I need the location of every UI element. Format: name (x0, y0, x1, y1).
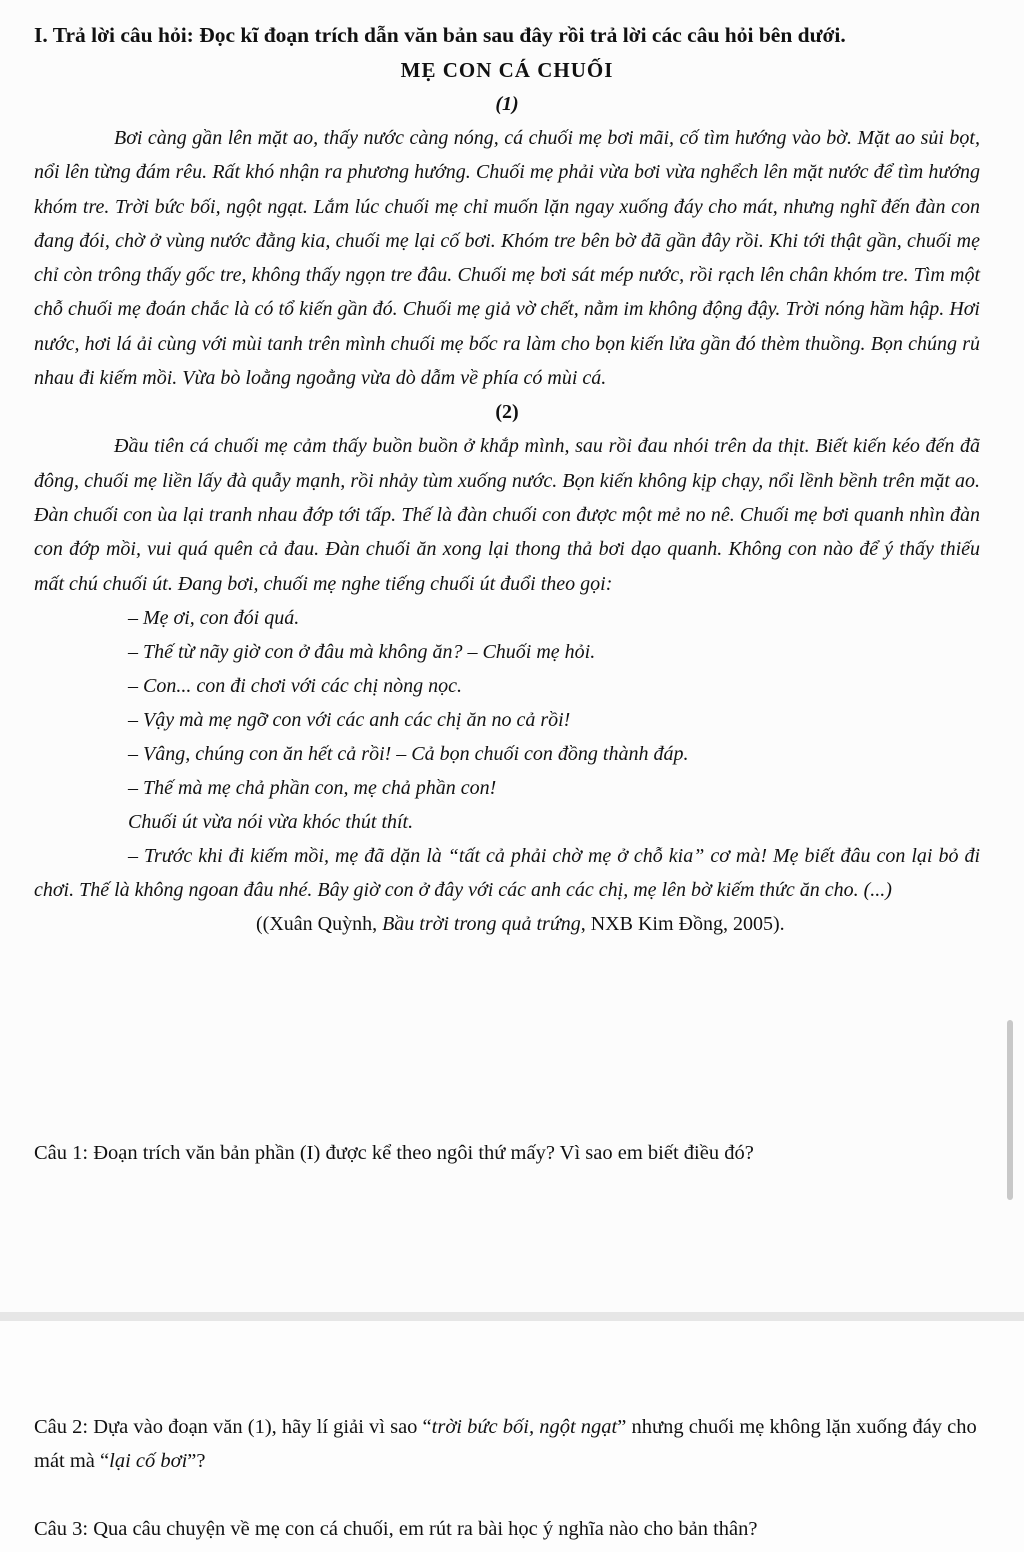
part-1-label: (1) (495, 93, 519, 115)
dialogue-line: – Con... con đi chơi với các chị nòng nọc. (128, 674, 463, 697)
question-2-part: ” nhưng chuối mẹ không lặn xuống đáy cho mát mà “ (34, 1416, 977, 1472)
question-2 (34, 1410, 980, 1478)
question-2-quote: lại cố bơi (109, 1450, 188, 1472)
dialogue-line: – Vâng, chúng con ăn hết cả rồi! – Cả bọn chuối con đồng thành đáp. (128, 742, 689, 765)
section-heading: I. Trả lời câu hỏi: Đọc kĩ đoạn trích dẫn văn bản sau đây rồi trả lời các câu hỏi bên dưới. (34, 23, 846, 47)
dialogue-line: – Vậy mà mẹ ngỡ con với các anh các chị ăn no cả rồi! (128, 708, 571, 731)
dialogue-closing-paragraph: – Trước khi đi kiếm mồi, mẹ đã dặn là “tất cả phải chờ mẹ ở chỗ kia” cơ mà! Mẹ biết đâu con lại bỏ đi chơi. Thế là không ngoan đâu nhé. Bây giờ con ở đây với các anh các chị, mẹ lên bờ kiếm thức ăn cho. (...) (34, 844, 980, 902)
question-2-part: Câu 2: Dựa vào đoạn văn (1), hãy lí giải vì sao “ (34, 1416, 432, 1438)
question-1: Câu 1: Đoạn trích văn bản phần (I) được kể theo ngôi thứ mấy? Vì sao em biết điều đó? (34, 1142, 754, 1164)
story-title: MẸ CON CÁ CHUỐI (400, 58, 614, 82)
source-author: ((Xuân Quỳnh, (256, 913, 383, 936)
source-citation (34, 907, 980, 941)
scrollbar-thumb[interactable] (1007, 1020, 1013, 1200)
part-2-paragraph: Đầu tiên cá chuối mẹ cảm thấy buồn buồn ở khắp mình, sau rồi đau nhói trên da thịt. Biết kiến kéo đến đã đông, chuối mẹ liền lấy đà quẫy mạnh, rồi nhảy tùm xuống nước. Bọn kiến không kịp chạy, nổi lềnh bềnh trên mặt ao. Đàn chuối con ùa lại tranh nhau đớp tới tấp. Thế là đàn chuối con được một mẻ no nê. Chuối mẹ bơi quanh nhìn đàn con đớp mồi, vui quá quên cả đau. Đàn chuối ăn xong lại thong thả bơi dạo quanh. Không con nào để ý thấy thiếu mất chú chuối út. Đang bơi, chuối mẹ nghe tiếng chuối út đuổi theo gọi: (34, 435, 980, 595)
part-2-label: (2) (495, 401, 519, 424)
page-separator (0, 1312, 1024, 1321)
reading-passage (34, 20, 980, 941)
part-1-paragraph: Bơi càng gần lên mặt ao, thấy nước càng nóng, cá chuối mẹ bơi mãi, cố tìm hướng vào bờ. Mặt ao sủi bọt, nổi lên từng đám rêu. Rất khó nhận ra phương hướng. Chuối mẹ phải vừa bơi vừa nghểch lên mặt nước để tìm hướng khóm tre. Trời bức bối, ngột ngạt. Lắm lúc chuối mẹ chỉ muốn lặn ngay xuống đáy cho mát, nhưng nghĩ đến đàn con đang đói, chờ ở vùng nước đằng kia, chuối mẹ lại cố bơi. Khóm tre bên bờ đã gần đây rồi. Khi tới thật gần, chuối mẹ chỉ còn trông thấy gốc tre, không thấy ngọn tre đâu. Chuối mẹ bơi sát mép nước, rồi rạch lên chân khóm tre. Tìm một chỗ chuối mẹ đoán chắc là có tổ kiến gần đó. Chuối mẹ giả vờ chết, nằm im không động đậy. Trời nóng hầm hập. Hơi nước, hơi lá ải cùng với mùi tanh trên mình chuối mẹ bốc ra làm cho bọn kiến lửa gần đó thèm thuồng. Bọn chúng rủ nhau đi kiếm mồi. Vừa bò loằng ngoằng vừa dò dẫm về phía có mùi cá. (34, 127, 980, 390)
dialogue-line: – Thế mà mẹ chả phần con, mẹ chả phần con! (128, 776, 497, 799)
question-2-part: ”? (187, 1450, 206, 1472)
dialogue-line: – Thế từ nãy giờ con ở đâu mà không ăn? – Chuối mẹ hỏi. (128, 640, 596, 663)
question-3: Câu 3: Qua câu chuyện về mẹ con cá chuối, em rút ra bài học ý nghĩa nào cho bản thân? (34, 1518, 758, 1540)
source-publisher: , NXB Kim Đồng, 2005). (580, 913, 785, 936)
dialogue-line: Chuối út vừa nói vừa khóc thút thít. (128, 810, 414, 833)
dialogue-line: – Mẹ ơi, con đói quá. (128, 606, 300, 629)
source-book-title: Bầu trời trong quả trứng (382, 913, 581, 936)
question-2-quote: trời bức bối, ngột ngạt (431, 1416, 618, 1438)
